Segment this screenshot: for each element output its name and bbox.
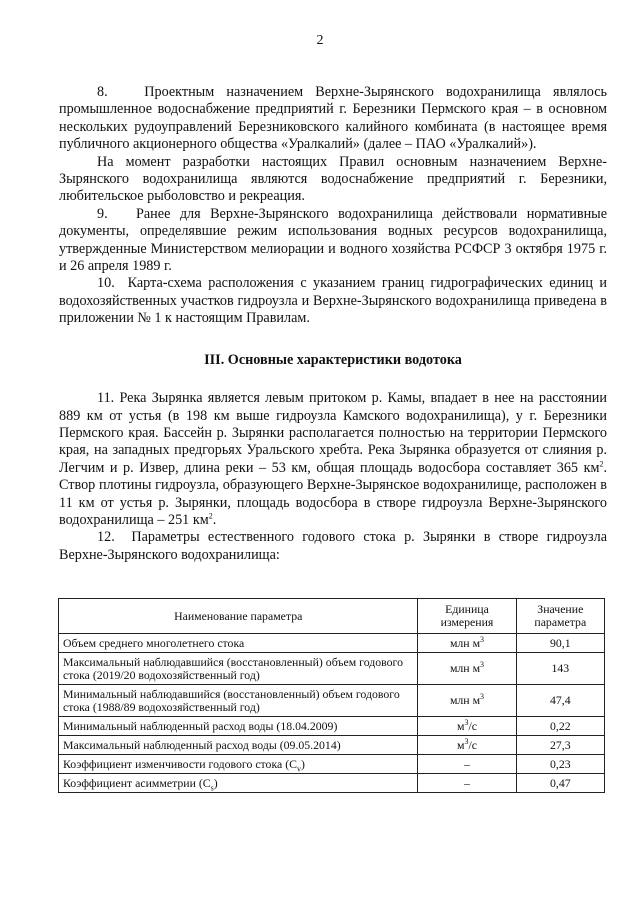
parameters-table — [58, 598, 605, 793]
param-name: Максимальный наблюдавшийся (восстановленный) объем годового стока (2019/20 водохозяйственный год) — [59, 653, 418, 685]
header-name: Наименование параметра — [59, 599, 418, 634]
param-name: Коэффициент изменчивости годового стока $(C_v)$ — [59, 755, 418, 774]
paragraph-11-text-c: . — [212, 511, 217, 528]
param-value: 143 — [516, 653, 604, 685]
paragraph-8: 8. Проектным назначением Верхне-Зырянского водохранилища являлось промышленное водоснабжение предприятий г. Березники Пермского края – в основном нескольких рудоуправлений Березниковского калийного комбината (в настоящее время публичного акционерного общества «Уралкалий» (далее – ПАО «Уралкалий»). — [59, 84, 607, 153]
paragraph-11 — [59, 390, 607, 529]
param-value: 0,22 — [516, 717, 604, 736]
header-unit: Единица измерения — [418, 599, 516, 634]
superscript-km2: 2 — [599, 458, 604, 468]
param-name: Минимальный наблюденный расход воды (18.04.2009) — [59, 717, 418, 736]
table-row — [59, 717, 605, 736]
param-unit: – — [418, 755, 516, 774]
table-row — [59, 774, 605, 793]
param-name: Коэффициент асимметрии $(C_s)$ — [59, 774, 418, 793]
table-row — [59, 755, 605, 774]
paragraph-9: 9. Ранее для Верхне-Зырянского водохранилища действовали нормативные документы, определявшие режим использования водных ресурсов водохранилища, утвержденные Министерством мелиорации и водного хозяйства РСФСР 3 октября 1975 г. и 26 апреля 1989 г. — [59, 205, 607, 275]
section-heading: III. Основные характеристики водотока — [204, 351, 462, 368]
param-value: 90,1 — [516, 634, 604, 653]
table-header-row — [59, 599, 605, 634]
param-value: 0,23 — [516, 755, 604, 774]
param-name: Объем среднего многолетнего стока — [59, 634, 418, 653]
table-row — [59, 653, 605, 685]
param-name: Минимальный наблюдавшийся (восстановленный) объем годового стока (1988/89 водохозяйственный год) — [59, 685, 418, 717]
param-value: 27,3 — [516, 736, 604, 755]
param-unit: $м^3/с$ — [418, 717, 516, 736]
param-unit: млн $м^3$ — [418, 685, 516, 717]
table-row — [59, 685, 605, 717]
paragraph-12: 12. Параметры естественного годового стока р. Зырянки в створе гидроузла Верхне-Зырянского водохранилища: — [59, 529, 607, 563]
param-unit: $м^3/с$ — [418, 736, 516, 755]
paragraph-10: 10. Карта-схема расположения с указанием границ гидрографических единиц и водохозяйственных участков гидроузла и Верхне-Зырянского водохранилища приведена в приложении № 1 к настоящим Правилам. — [59, 275, 607, 327]
paragraph-11-text-a: 11. Река Зырянка является левым притоком р. Камы, впадает в нее на расстоянии 889 км от устья (в 198 км выше гидроузла Камского водохранилища), у г. Березники Пермского края. Бассейн р. Зырянки располагается полностью на территории Пермского края, на западных предгорьях Уральского хребта. Река Зырянка образуется от слияния р. Легчим и р. Извер, длина реки – 53 км, общая площадь водосбора составляет 365 км — [59, 390, 607, 476]
param-value: 0,47 — [516, 774, 604, 793]
param-unit: млн $м^3$ — [418, 653, 516, 685]
page-number: 2 — [316, 33, 324, 48]
table-row — [59, 634, 605, 653]
document-body — [59, 84, 607, 564]
param-value: 47,4 — [516, 685, 604, 717]
param-unit: млн $м^3$ — [418, 634, 516, 653]
param-name: Максимальный наблюденный расход воды (09.05.2014) — [59, 736, 418, 755]
table-row — [59, 736, 605, 755]
paragraph-11-text-b: . Створ плотины гидроузла, образующего Верхне-Зырянское водохранилище, расположен в 11 км от устья р. Зырянки, площадь водосбора в створе гидроузла Верхне-Зырянского водохранилища – 251 км — [59, 459, 607, 528]
param-unit: – — [418, 774, 516, 793]
superscript-km2: 2 — [208, 511, 213, 521]
header-value: Значение параметра — [516, 599, 604, 634]
paragraph-8-continuation: На момент разработки настоящих Правил основным назначением Верхне-Зырянского водохранилища являются водоснабжение предприятий г. Березники, любительское рыболовство и рекреация. — [59, 153, 607, 205]
